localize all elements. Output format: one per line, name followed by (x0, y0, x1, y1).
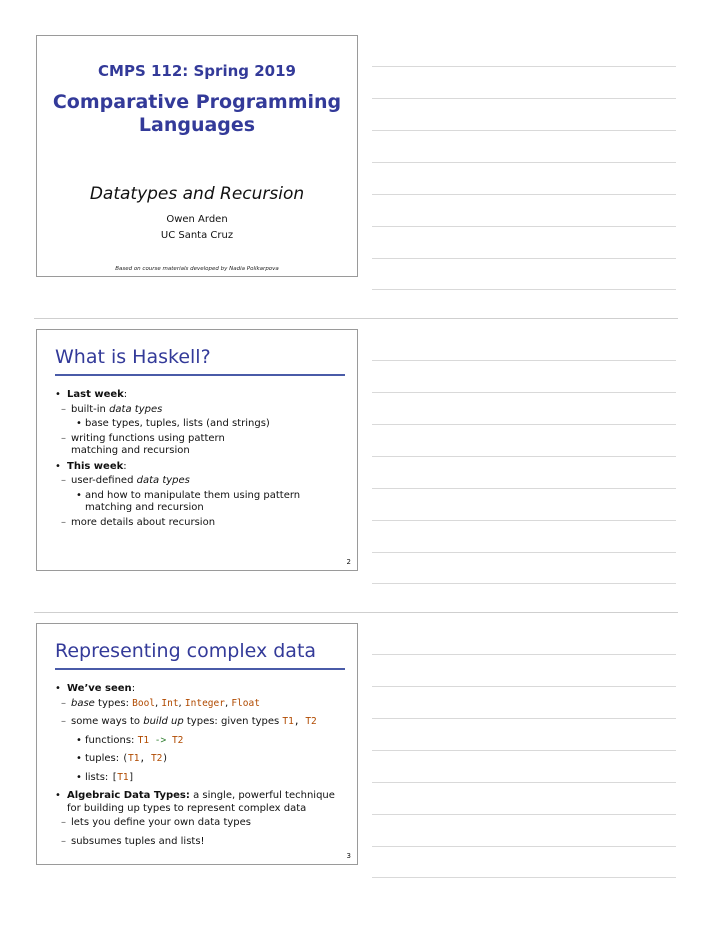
bullet-last-week: • Last week: (51, 389, 351, 402)
subbullet-builtin: – built-in data types (51, 404, 351, 417)
page-number: 2 (346, 558, 351, 566)
course-title-line-1: Comparative Programming (52, 91, 342, 113)
subsubbullet-functions: • functions: T1 -> T2 (51, 735, 351, 748)
subbullet-more-details: – more details about recursion (51, 517, 351, 530)
title-rule (55, 374, 345, 376)
course-code: CMPS 112: Spring 2019 (98, 62, 296, 80)
bullet-seen: • We’ve seen: (51, 683, 351, 696)
slide-title: Representing complex data (55, 640, 317, 662)
subbullet-base-types: – base types: Bool, Int, Integer, Float (51, 698, 351, 711)
slide-title: What is Haskell? (55, 346, 211, 368)
subbullet-build-up: – some ways to build up types: given types T1, T2 (51, 716, 351, 729)
page-separator-1 (34, 318, 678, 319)
bullet-this-week: • This week: (51, 461, 351, 474)
subbullet-user-defined: – user-defined data types (51, 475, 351, 488)
subbullet-writing: – writing functions using pattern matching and recursion (51, 433, 351, 458)
page-separator-2 (34, 612, 678, 613)
slide-2 (36, 329, 358, 571)
course-title (37, 91, 357, 137)
bullet-adt: • Algebraic Data Types: a single, powerful technique for building up types to represent complex data (51, 790, 351, 815)
slide-1 (36, 35, 358, 277)
subsubbullet-lists: • lists: [T1] (51, 772, 351, 785)
subbullet-subsumes: – subsumes tuples and lists! (51, 836, 351, 849)
slide-3 (36, 623, 358, 865)
slide-body (51, 386, 351, 529)
slide-body (51, 680, 351, 848)
course-title-line-2: Languages (138, 114, 256, 136)
credit-note: Based on course materials developed by Nadia Polikarpova (115, 266, 279, 272)
subsubbullet-base-types: • base types, tuples, lists (and strings) (51, 418, 351, 431)
title-rule (55, 668, 345, 670)
subbullet-lets-you: – lets you define your own data types (51, 817, 351, 830)
page-number: 3 (346, 852, 351, 860)
subsubbullet-manipulate: • and how to manipulate them using pattern matching and recursion (51, 490, 351, 515)
affiliation: UC Santa Cruz (160, 230, 234, 241)
subsubbullet-tuples: • tuples: (T1, T2) (51, 753, 351, 766)
lecture-subtitle: Datatypes and Recursion (89, 184, 305, 204)
author: Owen Arden (166, 214, 228, 225)
